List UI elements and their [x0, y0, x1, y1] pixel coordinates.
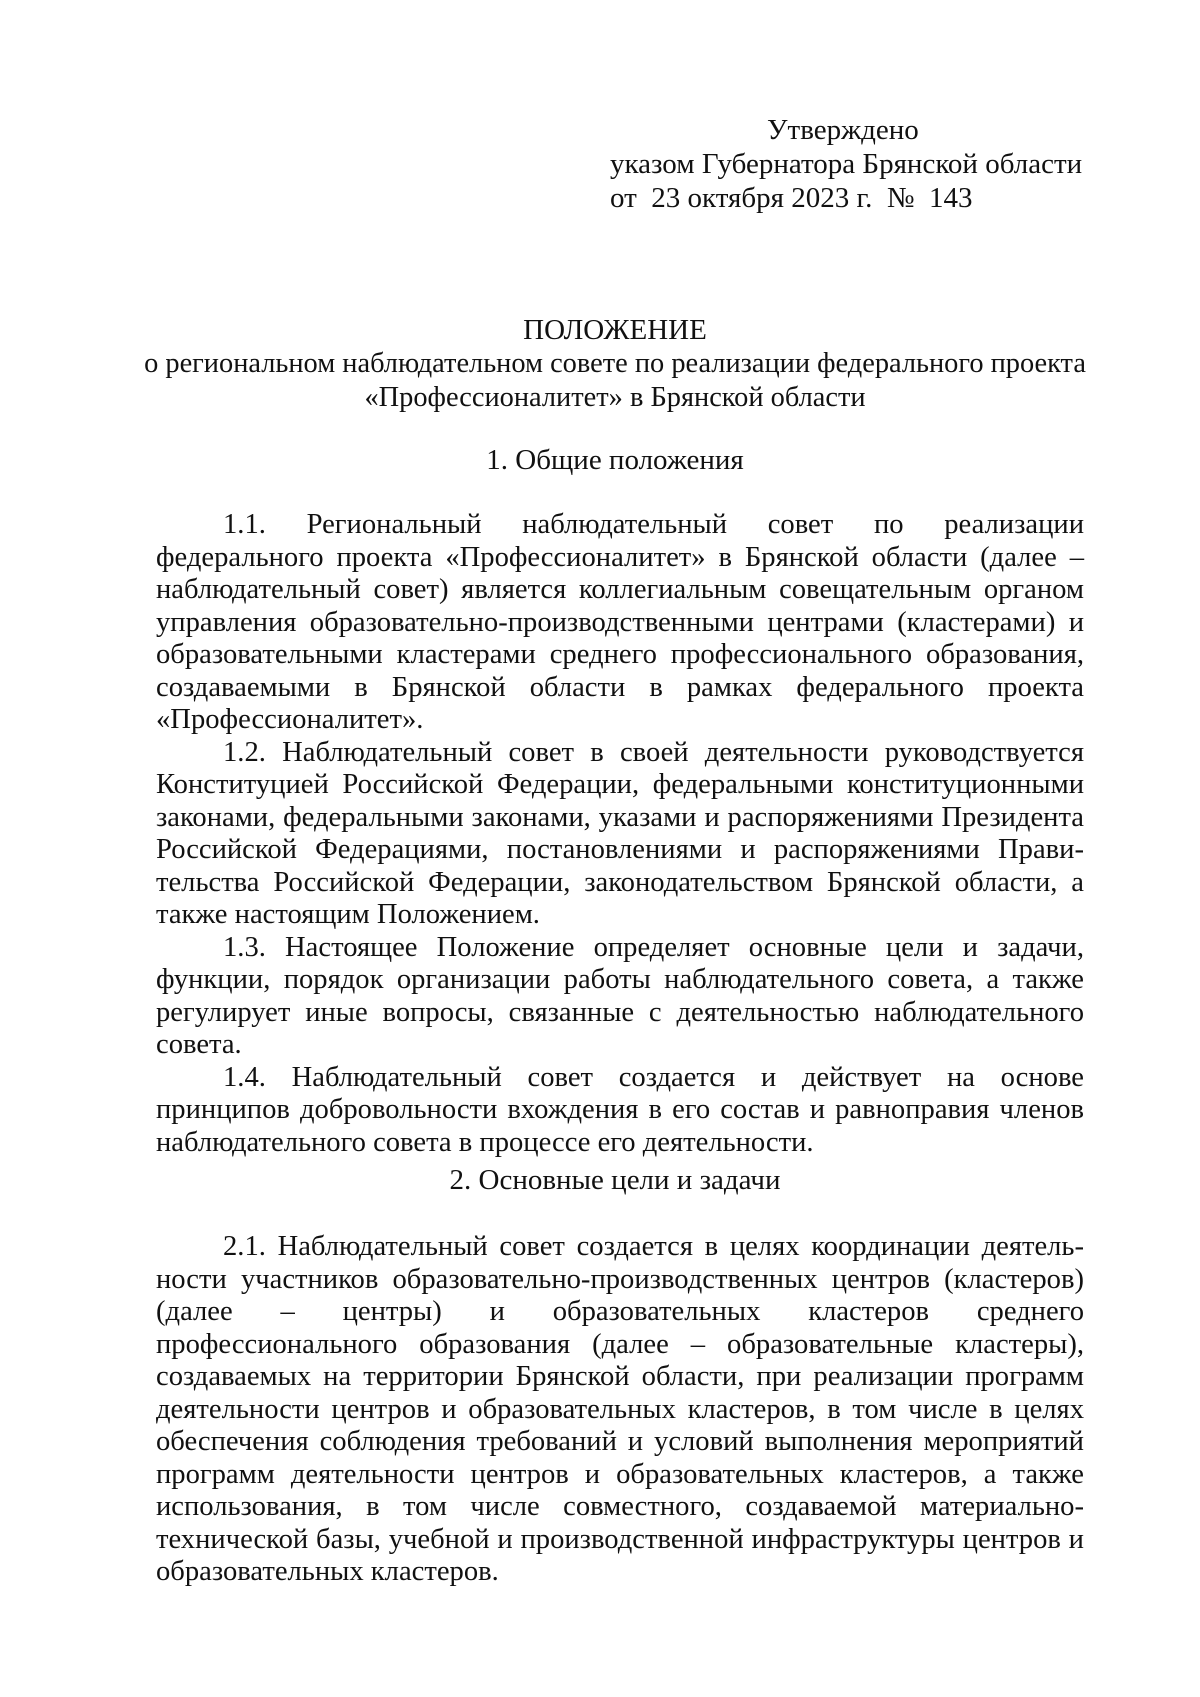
section-body-goals — [156, 1231, 1084, 1589]
section-heading-general: 1. Общие положения — [486, 444, 744, 476]
paragraph-1-3: 1.3. Настоящее Положение определяет основные цели и задачи, функции, порядок организации работы наблюдательного совета, а также регулирует иные вопросы, связанные с деятельностью наблюдательного совета. — [156, 931, 1084, 1060]
document-subtitle: о региональном наблюдательном совете по реализации федерального проекта «Профессионалитет» в Брянской области — [144, 348, 1086, 413]
approval-line-date-number: от 23 октября 2023 г. № 143 — [610, 182, 973, 214]
approval-line-decree: указом Губернатора Брянской области — [610, 148, 1083, 180]
section-body-general — [156, 509, 1084, 1159]
paragraph-1-2: 1.2. Наблюдательный совет в своей деятельности руководствуется Конституцией Российской Федерации, федеральными конституционными законами, федеральными законами, указами и распоряжениями Президента Российской Федерациями, постановлениями и распоряжениями Правительства Российской Федерации, законодательством Брянской области, а также настоящим Положением. — [156, 736, 1084, 930]
paragraph-2-1: 2.1. Наблюдательный совет создается в целях координации деятельности участников образовательно-производственных центров (кластеров) (далее – центры) и образовательных кластеров среднего профессионального образования (далее – образовательные кластеры), создаваемых на территории Брянской области, при реализации программ деятельности центров и образовательных кластеров, в том числе в целях обеспечения соблюдения требований и условий выполнения мероприятий программ деятельности центров и образовательных кластеров, а также использования, в том числе совместного, создаваемой материально-технической базы, учебной и производственной инфраструктуры центров и образовательных кластеров. — [156, 1231, 1084, 1587]
approval-stamp — [610, 113, 1170, 215]
document-title: ПОЛОЖЕНИЕ — [523, 314, 707, 346]
approval-line-approved: Утверждено — [767, 114, 919, 146]
paragraph-1-4: 1.4. Наблюдательный совет создается и действует на основе принципов добровольности вхождения в его состав и равноправия членов наблюдательного совета в процессе его деятельности. — [156, 1061, 1084, 1158]
section-heading-goals: 2. Основные цели и задачи — [449, 1164, 781, 1196]
paragraph-1-1: 1.1. Региональный наблюдательный совет по реализации федерального проекта «Профессионалитет» в Брянской области (далее – наблюдательный совет) является коллегиальным совещательным органом управления образовательно-производственными центрами (кластерами) и образовательными кластерами среднего профессионального образования, создаваемыми в Брянской области в рамках федерального проекта «Профессионалитет». — [156, 509, 1084, 735]
